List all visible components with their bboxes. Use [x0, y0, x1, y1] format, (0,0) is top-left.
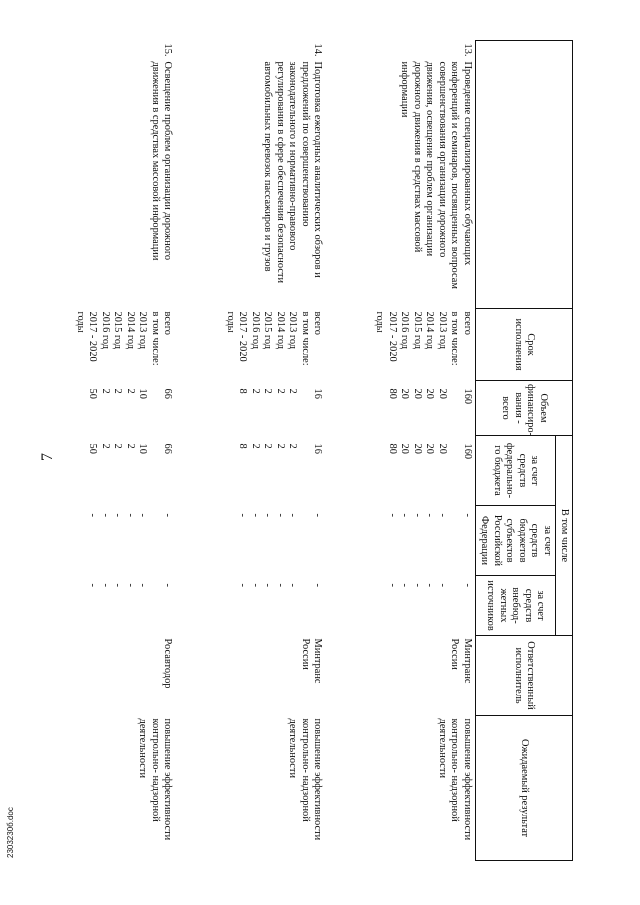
federal-value: 2	[124, 443, 136, 449]
regional-value: -	[112, 513, 124, 517]
rotated-table-page	[53, 40, 573, 860]
regional-value: -	[137, 513, 149, 517]
federal-value: 8	[237, 443, 249, 449]
extrabudget-value: -	[124, 583, 136, 587]
page-number: 7	[39, 453, 56, 461]
extrabudget-value: -	[137, 583, 149, 587]
federal-list	[385, 444, 472, 503]
extrabudget-value: -	[312, 583, 324, 587]
regional-value: -	[249, 513, 261, 517]
period-value: 2015 год	[411, 311, 423, 350]
extrabudget-cell	[45, 576, 175, 636]
period-value: 2013 год	[287, 311, 299, 350]
total-value: 2	[274, 388, 286, 394]
regional-value	[148, 514, 160, 573]
regional-value: -	[424, 513, 436, 517]
table-row	[45, 41, 175, 861]
period-value: годы	[74, 311, 86, 333]
table-row	[325, 41, 475, 861]
federal-value: 2	[99, 443, 111, 449]
period-list	[223, 312, 323, 378]
regional-value	[298, 514, 310, 573]
extrabudget-value: -	[386, 583, 398, 587]
federal-value: 80	[386, 443, 398, 454]
total-value	[298, 389, 310, 433]
table-row	[175, 41, 325, 861]
federal-value: 2	[262, 443, 274, 449]
federal-value: 20	[424, 443, 436, 454]
row-result: повышение эффективности контрольно- надзорной деятельности	[436, 718, 473, 841]
extrabudget-value	[148, 584, 160, 633]
total-value: 2	[112, 388, 124, 394]
extrabudget-value: -	[262, 583, 274, 587]
header-extrabudget: за счет средств внебюд- жетных источников	[475, 576, 555, 636]
period-value: 2014 год	[274, 311, 286, 350]
federal-cell	[175, 436, 325, 506]
extrabudget-value: -	[249, 583, 261, 587]
total-list	[236, 389, 323, 433]
row-number: 14.	[312, 43, 324, 57]
period-value: всего	[312, 311, 324, 335]
federal-value	[298, 444, 310, 503]
regional-value: -	[461, 513, 473, 517]
total-value: 160	[461, 388, 473, 405]
row-result: повышение эффективности контрольно- надзорной деятельности	[287, 718, 324, 841]
total-value: 2	[124, 388, 136, 394]
regional-value: -	[237, 513, 249, 517]
extrabudget-value: -	[461, 583, 473, 587]
total-value: 8	[237, 388, 249, 394]
extrabudget-value: -	[87, 583, 99, 587]
regional-value: -	[124, 513, 136, 517]
regional-value: -	[287, 513, 299, 517]
regional-value: -	[411, 513, 423, 517]
extrabudget-list	[236, 584, 323, 633]
total-cell	[175, 381, 325, 436]
period-list	[373, 312, 473, 378]
extrabudget-cell	[325, 576, 475, 636]
header-executor: Ответственный исполнитель	[475, 636, 572, 716]
period-value: 2013 год	[436, 311, 448, 350]
period-value: 2017 - 2020	[386, 311, 398, 362]
period-value: 2017 - 2020	[237, 311, 249, 362]
federal-value: 2	[249, 443, 261, 449]
period-value: 2014 год	[124, 311, 136, 350]
header-period: Срок исполнения	[475, 309, 572, 381]
total-value	[448, 389, 460, 433]
extrabudget-list	[86, 584, 173, 633]
period-value: в том числе:	[149, 311, 161, 366]
period-value: в том числе:	[449, 311, 461, 366]
federal-value: 20	[399, 443, 411, 454]
federal-value	[148, 444, 160, 503]
extrabudget-value: -	[162, 583, 174, 587]
period-value: годы	[374, 311, 386, 333]
federal-cell	[325, 436, 475, 506]
total-value: 16	[312, 388, 324, 399]
total-cell	[45, 381, 175, 436]
row-name: Проведение специализированных обучающих конференций и семинаров, посвященных вопросам совершенствования организации дорожного движения, освещение проблем организации дорожного движения в средствах массовой информации	[399, 61, 473, 289]
federal-value: 20	[436, 443, 448, 454]
row-number: 13.	[461, 43, 473, 57]
total-value: 50	[87, 388, 99, 399]
row-name: Освещение проблем организации дорожного движения в средствах массовой информации	[149, 61, 174, 261]
header-blank	[475, 41, 572, 309]
extrabudget-value: -	[399, 583, 411, 587]
regional-cell	[325, 506, 475, 576]
total-cell	[325, 381, 475, 436]
federal-value: 66	[162, 443, 174, 454]
regional-value: -	[399, 513, 411, 517]
regional-value: -	[262, 513, 274, 517]
regional-value: -	[436, 513, 448, 517]
regional-value: -	[312, 513, 324, 517]
total-value: 2	[249, 388, 261, 394]
period-value: 2015 год	[112, 311, 124, 350]
total-list	[86, 389, 173, 433]
total-value: 20	[399, 388, 411, 399]
federal-value: 10	[137, 443, 149, 454]
table-body	[45, 41, 475, 861]
regional-list	[86, 514, 173, 573]
extrabudget-value: -	[112, 583, 124, 587]
extrabudget-value: -	[287, 583, 299, 587]
regional-value: -	[87, 513, 99, 517]
total-value: 2	[262, 388, 274, 394]
footer-file-code: 2303230б.doc	[6, 807, 15, 858]
total-value: 20	[411, 388, 423, 399]
regional-cell	[175, 506, 325, 576]
total-value	[148, 389, 160, 433]
extrabudget-value: -	[424, 583, 436, 587]
header-total: Объем финансиро- вания - всего	[475, 381, 572, 436]
extrabudget-cell	[175, 576, 325, 636]
header-regional: за счет средств бюджетов субъектов Российской Федерации	[475, 506, 555, 576]
row-result: повышение эффективности контрольно- надзорной деятельности	[137, 718, 174, 841]
total-value: 2	[287, 388, 299, 394]
period-cell	[325, 309, 475, 381]
table-header	[475, 41, 572, 861]
extrabudget-value: -	[99, 583, 111, 587]
total-value: 20	[424, 388, 436, 399]
period-value: 2013 год	[137, 311, 149, 350]
period-value: 2016 год	[399, 311, 411, 350]
federal-value: 160	[461, 443, 473, 460]
extrabudget-list	[385, 584, 472, 633]
period-value: всего	[162, 311, 174, 335]
federal-value	[448, 444, 460, 503]
extrabudget-value	[298, 584, 310, 633]
regional-value: -	[274, 513, 286, 517]
regional-list	[236, 514, 323, 573]
row-name: Подготовка ежегодных аналитических обзоров и предложений по совершенствованию законодательного и нормативно-правового регулирования в сфере обеспечения безопасности автомобильных перевозок пассажиров и грузов	[262, 61, 324, 284]
federal-value: 16	[312, 443, 324, 454]
total-value: 20	[436, 388, 448, 399]
federal-value: 20	[411, 443, 423, 454]
period-value: всего	[461, 311, 473, 335]
total-value: 2	[99, 388, 111, 394]
extrabudget-value: -	[237, 583, 249, 587]
federal-value: 2	[112, 443, 124, 449]
regional-value: -	[162, 513, 174, 517]
extrabudget-value: -	[411, 583, 423, 587]
period-list	[73, 312, 173, 378]
period-value: 2014 год	[424, 311, 436, 350]
period-value: в том числе:	[299, 311, 311, 366]
row-number: 15.	[162, 43, 174, 57]
regional-value: -	[99, 513, 111, 517]
federal-cell	[45, 436, 175, 506]
regional-value: -	[386, 513, 398, 517]
total-value: 66	[162, 388, 174, 399]
period-cell	[175, 309, 325, 381]
regional-cell	[45, 506, 175, 576]
federal-list	[236, 444, 323, 503]
extrabudget-value: -	[274, 583, 286, 587]
total-list	[385, 389, 472, 433]
period-value: годы	[224, 311, 236, 333]
total-value: 10	[137, 388, 149, 399]
extrabudget-value	[448, 584, 460, 633]
federal-value: 50	[87, 443, 99, 454]
period-cell	[45, 309, 175, 381]
period-value: 2016 год	[99, 311, 111, 350]
regional-value	[448, 514, 460, 573]
period-value: 2015 год	[262, 311, 274, 350]
period-value: 2016 год	[249, 311, 261, 350]
extrabudget-value: -	[436, 583, 448, 587]
federal-value: 2	[287, 443, 299, 449]
federal-list	[86, 444, 173, 503]
row-executor: Минтранс России	[449, 638, 473, 684]
total-value: 80	[386, 388, 398, 399]
regional-list	[385, 514, 472, 573]
row-executor: Минтранс России	[299, 638, 324, 684]
federal-value: 2	[274, 443, 286, 449]
header-federal: за счет средств федерально- го бюджета	[475, 436, 555, 506]
period-value: 2017 - 2020	[87, 311, 99, 362]
row-executor: Росавтодор	[162, 638, 174, 689]
header-including: В том числе	[555, 436, 572, 636]
program-table	[45, 40, 573, 861]
header-result: Ожидаемый результат	[475, 716, 572, 861]
